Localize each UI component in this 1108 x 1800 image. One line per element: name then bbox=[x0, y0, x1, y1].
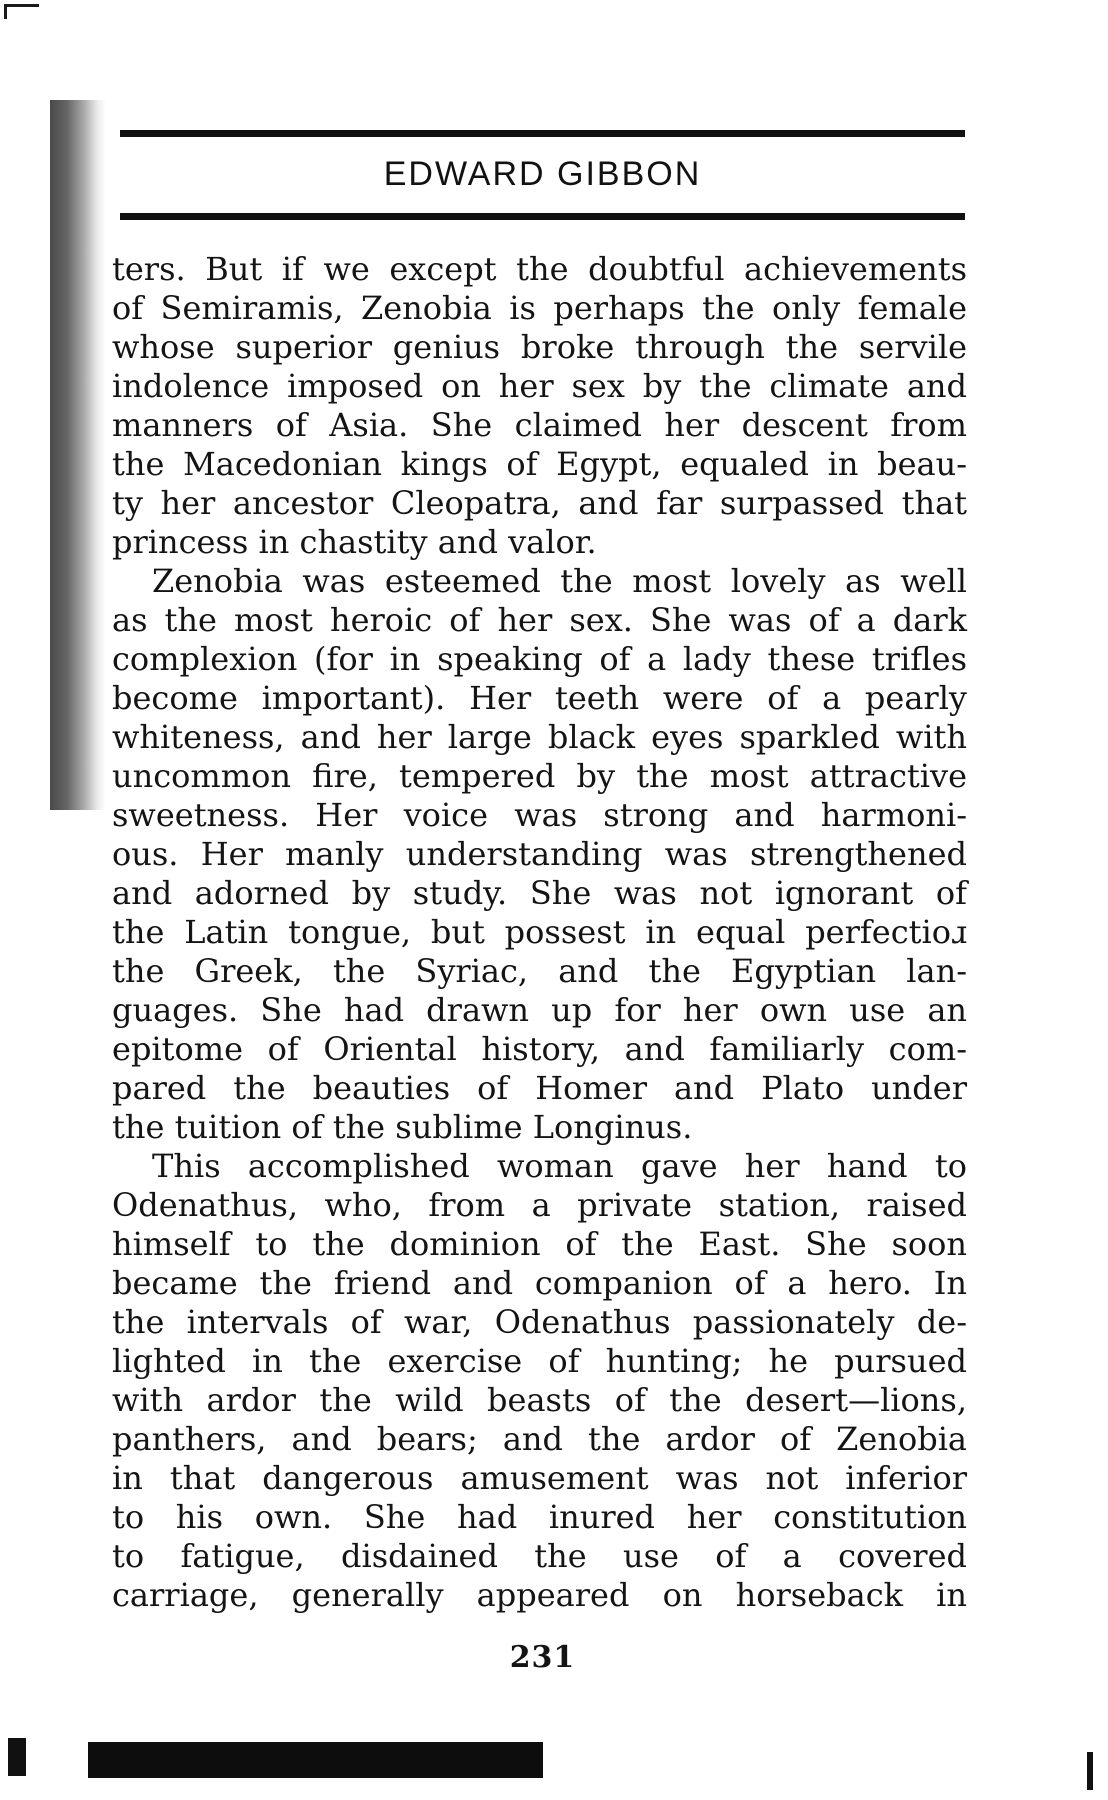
text-line: manners of Asia. She claimed her descent from bbox=[112, 406, 967, 444]
text-line: Zenobia was esteemed the most lovely as well bbox=[152, 562, 967, 600]
text-line: the Greek, the Syriac, and the Egyptian lan- bbox=[112, 952, 967, 990]
text-line: to his own. She had inured her constitution bbox=[112, 1498, 967, 1536]
text-line: indolence imposed on her sex by the climate and bbox=[112, 367, 967, 405]
text-line: This accomplished woman gave her hand to bbox=[152, 1147, 967, 1185]
text-line: became the friend and companion of a hero. In bbox=[112, 1264, 967, 1302]
header-rule-top bbox=[120, 130, 965, 137]
binding-shadow bbox=[50, 100, 106, 810]
text-line: the Macedonian kings of Egypt, equaled in beau- bbox=[112, 445, 967, 483]
text-line: panthers, and bears; and the ardor of Zenobia bbox=[112, 1420, 967, 1458]
text-line: of Semiramis, Zenobia is perhaps the only female bbox=[112, 289, 967, 327]
text-line: lighted in the exercise of hunting; he pursued bbox=[112, 1342, 967, 1380]
text-line: guages. She had drawn up for her own use an bbox=[112, 991, 967, 1029]
scan-corner-mark bbox=[4, 4, 39, 19]
text-line: complexion (for in speaking of a lady these trifles bbox=[112, 640, 967, 678]
text-line: in that dangerous amusement was not inferior bbox=[112, 1459, 967, 1497]
running-head: EDWARD GIBBON bbox=[383, 155, 702, 193]
text-line: the tuition of the sublime Longinus. bbox=[112, 1108, 693, 1146]
text-line: the intervals of war, Odenathus passionately de- bbox=[112, 1303, 967, 1341]
text-line: with ardor the wild beasts of the desert—lions, bbox=[112, 1381, 967, 1419]
body-text bbox=[112, 250, 967, 1615]
text-line: sweetness. Her voice was strong and harmoni- bbox=[112, 796, 967, 834]
text-line: as the most heroic of her sex. She was of a dark bbox=[112, 601, 967, 639]
text-line: and adorned by study. She was not ignorant of bbox=[112, 874, 967, 912]
text-line: whiteness, and her large black eyes sparkled with bbox=[112, 718, 967, 756]
scan-bottom-bar bbox=[88, 1742, 543, 1778]
page-number: 231 bbox=[509, 1640, 576, 1675]
text-line: ters. But if we except the doubtful achievements bbox=[112, 250, 967, 288]
text-line: whose superior genius broke through the servile bbox=[112, 328, 967, 366]
text-line: become important). Her teeth were of a pearly bbox=[112, 679, 967, 717]
text-line: carriage, generally appeared on horseback in bbox=[112, 1576, 967, 1614]
scan-edge-mark-right bbox=[1087, 1752, 1093, 1790]
text-line: Odenathus, who, from a private station, raised bbox=[112, 1186, 967, 1224]
text-line: epitome of Oriental history, and familiarly com- bbox=[112, 1030, 967, 1068]
scan-edge-mark-left bbox=[8, 1738, 26, 1776]
text-line: himself to the dominion of the East. She soon bbox=[112, 1225, 967, 1263]
text-line: to fatigue, disdained the use of a covered bbox=[112, 1537, 967, 1575]
text-line: uncommon fire, tempered by the most attractive bbox=[112, 757, 967, 795]
text-line: princess in chastity and valor. bbox=[112, 523, 597, 561]
text-line: ty her ancestor Cleopatra, and far surpassed that bbox=[112, 484, 967, 522]
text-line: ous. Her manly understanding was strengthened bbox=[112, 835, 967, 873]
text-line: the Latin tongue, but possest in equal perfectioɹ bbox=[112, 913, 967, 951]
text-line: pared the beauties of Homer and Plato under bbox=[112, 1069, 967, 1107]
header-rule-bottom bbox=[120, 213, 965, 220]
